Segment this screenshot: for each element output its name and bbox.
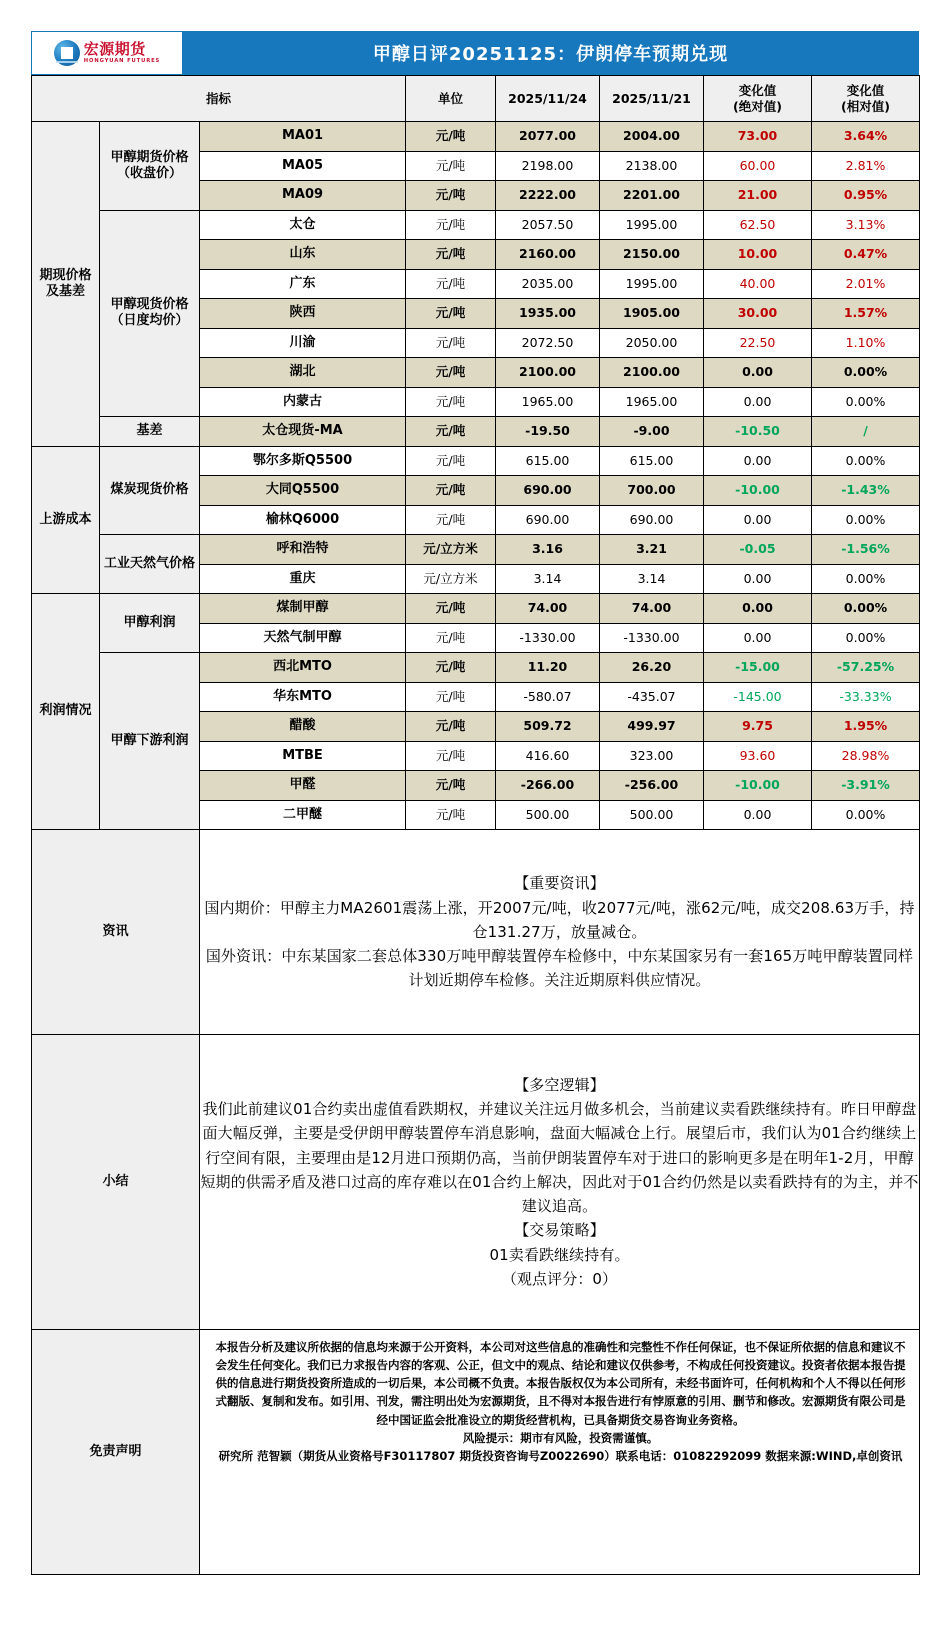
row-change-absolute: 0.00 — [704, 505, 812, 535]
row-change-absolute: -10.00 — [704, 771, 812, 801]
row-change-absolute: 62.50 — [704, 210, 812, 240]
logo-name-en: HONGYUAN FUTURES — [83, 57, 161, 64]
row-change-absolute: 40.00 — [704, 269, 812, 299]
row-value-previous: -435.07 — [600, 682, 704, 712]
row-change-relative: 0.00% — [812, 505, 920, 535]
row-value-previous: 2050.00 — [600, 328, 704, 358]
table-row — [32, 417, 920, 447]
row-change-relative: 1.10% — [812, 328, 920, 358]
row-unit: 元/吨 — [406, 358, 496, 388]
row-change-absolute: -145.00 — [704, 682, 812, 712]
row-indicator-name: 广东 — [200, 269, 406, 299]
row-change-absolute: 9.75 — [704, 712, 812, 742]
row-change-relative: 2.01% — [812, 269, 920, 299]
row-indicator-name: 煤制甲醇 — [200, 594, 406, 624]
row-change-absolute: 0.00 — [704, 800, 812, 830]
row-unit: 元/吨 — [406, 210, 496, 240]
row-value-current: 690.00 — [496, 505, 600, 535]
row-change-absolute: 0.00 — [704, 594, 812, 624]
table-row — [32, 653, 920, 683]
row-unit: 元/吨 — [406, 328, 496, 358]
row-indicator-name: MTBE — [200, 741, 406, 771]
row-value-current: 509.72 — [496, 712, 600, 742]
subgroup-label: 工业天然气价格 — [100, 535, 200, 594]
row-indicator-name: 鄂尔多斯Q5500 — [200, 446, 406, 476]
row-indicator-name: 醋酸 — [200, 712, 406, 742]
row-value-previous: 499.97 — [600, 712, 704, 742]
row-unit: 元/吨 — [406, 417, 496, 447]
table-header-row — [32, 76, 920, 122]
row-unit: 元/吨 — [406, 299, 496, 329]
row-value-previous: 615.00 — [600, 446, 704, 476]
row-value-previous: 700.00 — [600, 476, 704, 506]
row-value-current: -580.07 — [496, 682, 600, 712]
row-value-current: 2077.00 — [496, 122, 600, 152]
row-value-previous: 2150.00 — [600, 240, 704, 270]
row-value-current: 2057.50 — [496, 210, 600, 240]
row-change-relative: 0.00% — [812, 594, 920, 624]
row-indicator-name: 山东 — [200, 240, 406, 270]
row-change-relative: 3.13% — [812, 210, 920, 240]
group-label: 利润情况 — [32, 594, 100, 830]
row-indicator-name: 榆林Q6000 — [200, 505, 406, 535]
row-value-previous: 26.20 — [600, 653, 704, 683]
row-value-previous: 1965.00 — [600, 387, 704, 417]
row-change-relative: 1.95% — [812, 712, 920, 742]
row-unit: 元/吨 — [406, 181, 496, 211]
col-date-current: 2025/11/24 — [496, 76, 600, 122]
row-change-relative: -1.56% — [812, 535, 920, 565]
summary-row — [32, 1035, 920, 1330]
row-change-relative: 0.47% — [812, 240, 920, 270]
col-change-absolute: 变化值 (绝对值) — [704, 76, 812, 122]
row-change-absolute: 22.50 — [704, 328, 812, 358]
row-change-absolute: -10.50 — [704, 417, 812, 447]
row-value-previous: 3.14 — [600, 564, 704, 594]
news-label: 资讯 — [32, 830, 200, 1035]
row-indicator-name: 内蒙古 — [200, 387, 406, 417]
row-value-current: 2035.00 — [496, 269, 600, 299]
row-change-relative: -1.43% — [812, 476, 920, 506]
row-value-current: 690.00 — [496, 476, 600, 506]
row-value-current: 2072.50 — [496, 328, 600, 358]
row-indicator-name: 太仓现货-MA — [200, 417, 406, 447]
report-titlebar — [31, 31, 919, 75]
table-row — [32, 210, 920, 240]
summary-label: 小结 — [32, 1035, 200, 1330]
row-change-absolute: 21.00 — [704, 181, 812, 211]
table-row — [32, 446, 920, 476]
row-unit: 元/吨 — [406, 269, 496, 299]
row-change-absolute: 0.00 — [704, 623, 812, 653]
row-value-previous: -1330.00 — [600, 623, 704, 653]
row-value-previous: 3.21 — [600, 535, 704, 565]
table-row — [32, 122, 920, 152]
group-label: 期现价格 及基差 — [32, 122, 100, 447]
row-indicator-name: 西北MTO — [200, 653, 406, 683]
row-indicator-name: 湖北 — [200, 358, 406, 388]
row-value-current: 615.00 — [496, 446, 600, 476]
row-value-previous: 323.00 — [600, 741, 704, 771]
subgroup-label: 甲醇利润 — [100, 594, 200, 653]
page-title: 甲醇日评20251125：伊朗停车预期兑现 — [372, 44, 729, 65]
row-value-current: 11.20 — [496, 653, 600, 683]
row-indicator-name: MA01 — [200, 122, 406, 152]
col-indicator: 指标 — [32, 76, 406, 122]
subgroup-label: 煤炭现货价格 — [100, 446, 200, 535]
row-value-previous: 2004.00 — [600, 122, 704, 152]
row-value-current: 1935.00 — [496, 299, 600, 329]
row-change-absolute: 0.00 — [704, 358, 812, 388]
row-value-current: 2198.00 — [496, 151, 600, 181]
row-change-absolute: 0.00 — [704, 564, 812, 594]
row-change-relative: 0.00% — [812, 387, 920, 417]
row-change-relative: 0.00% — [812, 800, 920, 830]
row-indicator-name: 大同Q5500 — [200, 476, 406, 506]
row-value-current: 2100.00 — [496, 358, 600, 388]
row-value-current: -1330.00 — [496, 623, 600, 653]
row-value-current: 416.60 — [496, 741, 600, 771]
row-change-relative: 3.64% — [812, 122, 920, 152]
row-change-relative: 2.81% — [812, 151, 920, 181]
row-value-previous: 690.00 — [600, 505, 704, 535]
row-change-absolute: 73.00 — [704, 122, 812, 152]
row-unit: 元/立方米 — [406, 535, 496, 565]
col-change-relative: 变化值 (相对值) — [812, 76, 920, 122]
row-value-current: 1965.00 — [496, 387, 600, 417]
row-unit: 元/吨 — [406, 800, 496, 830]
group-label: 上游成本 — [32, 446, 100, 594]
news-body: 【重要资讯】 国内期价：甲醇主力MA2601震荡上涨，开2007元/吨，收2077元/吨，涨62元/吨，成交208.63万手，持仓131.27万，放量减仓。 国外资讯：中东某国家二套总体330万吨甲醇装置停车检修中，中东某国家另有一套165万吨甲醇装置同样计划近期停车检修。关注近期原料供应情况。 — [200, 830, 920, 1035]
row-change-relative: 0.00% — [812, 358, 920, 388]
news-row — [32, 830, 920, 1035]
logo-name-cn: 宏源期货 — [83, 39, 146, 58]
report-sheet — [31, 31, 919, 1575]
row-indicator-name: 川渝 — [200, 328, 406, 358]
row-value-previous: 2201.00 — [600, 181, 704, 211]
row-value-current: 500.00 — [496, 800, 600, 830]
row-indicator-name: 甲醛 — [200, 771, 406, 801]
row-indicator-name: 重庆 — [200, 564, 406, 594]
row-change-absolute: 0.00 — [704, 446, 812, 476]
row-change-relative: / — [812, 417, 920, 447]
row-unit: 元/立方米 — [406, 564, 496, 594]
row-indicator-name: 太仓 — [200, 210, 406, 240]
row-change-relative: 28.98% — [812, 741, 920, 771]
row-change-absolute: -10.00 — [704, 476, 812, 506]
row-change-absolute: 93.60 — [704, 741, 812, 771]
row-unit: 元/吨 — [406, 712, 496, 742]
disclaimer-label: 免责声明 — [32, 1330, 200, 1575]
row-indicator-name: 华东MTO — [200, 682, 406, 712]
summary-body: 【多空逻辑】 我们此前建议01合约卖出虚值看跌期权，并建议关注远月做多机会，当前建议卖看跌继续持有。昨日甲醇盘面大幅反弹，主要是受伊朗甲醇装置停车消息影响，盘面大幅减仓上行。展望后市，我们认为01合约继续上行空间有限，主要理由是12月进口预期仍高，当前伊朗装置停车对于进口的影响更多是在明年1-2月，甲醇短期的供需矛盾及港口过高的库存难以在01合约上解决，因此对于01合约仍然是以卖看跌持有的为主，并不建议追高。 【交易策略】 01卖看跌继续持有。 （观点评分：0） — [200, 1035, 920, 1330]
row-value-current: 2160.00 — [496, 240, 600, 270]
row-indicator-name: MA05 — [200, 151, 406, 181]
row-indicator-name: 陕西 — [200, 299, 406, 329]
row-value-current: -19.50 — [496, 417, 600, 447]
subgroup-label: 基差 — [100, 417, 200, 447]
row-change-relative: -57.25% — [812, 653, 920, 683]
indicator-table — [31, 75, 920, 1575]
subgroup-label: 甲醇现货价格 （日度均价） — [100, 210, 200, 417]
row-indicator-name: 天然气制甲醇 — [200, 623, 406, 653]
row-unit: 元/吨 — [406, 594, 496, 624]
table-row — [32, 594, 920, 624]
row-unit: 元/吨 — [406, 682, 496, 712]
row-change-absolute: -0.05 — [704, 535, 812, 565]
row-change-relative: 0.00% — [812, 446, 920, 476]
row-indicator-name: 呼和浩特 — [200, 535, 406, 565]
row-change-relative: -3.91% — [812, 771, 920, 801]
row-value-previous: 1995.00 — [600, 269, 704, 299]
row-value-previous: -9.00 — [600, 417, 704, 447]
row-value-current: 2222.00 — [496, 181, 600, 211]
row-value-previous: 2138.00 — [600, 151, 704, 181]
logo-disc-icon — [54, 40, 80, 66]
row-value-current: 3.14 — [496, 564, 600, 594]
row-change-absolute: 10.00 — [704, 240, 812, 270]
row-value-previous: -256.00 — [600, 771, 704, 801]
row-change-relative: 0.00% — [812, 623, 920, 653]
row-unit: 元/吨 — [406, 476, 496, 506]
row-indicator-name: MA09 — [200, 181, 406, 211]
row-change-absolute: 60.00 — [704, 151, 812, 181]
row-value-current: 3.16 — [496, 535, 600, 565]
row-change-relative: 0.95% — [812, 181, 920, 211]
row-unit: 元/吨 — [406, 387, 496, 417]
row-unit: 元/吨 — [406, 151, 496, 181]
row-change-relative: 0.00% — [812, 564, 920, 594]
subgroup-label: 甲醇期货价格 （收盘价） — [100, 122, 200, 211]
row-value-previous: 1995.00 — [600, 210, 704, 240]
row-change-absolute: -15.00 — [704, 653, 812, 683]
row-value-previous: 2100.00 — [600, 358, 704, 388]
row-unit: 元/吨 — [406, 446, 496, 476]
row-unit: 元/吨 — [406, 653, 496, 683]
disclaimer-row — [32, 1330, 920, 1575]
row-change-relative: -33.33% — [812, 682, 920, 712]
row-change-absolute: 0.00 — [704, 387, 812, 417]
company-logo — [32, 32, 183, 74]
row-unit: 元/吨 — [406, 771, 496, 801]
row-value-previous: 500.00 — [600, 800, 704, 830]
row-unit: 元/吨 — [406, 122, 496, 152]
row-value-current: 74.00 — [496, 594, 600, 624]
col-date-previous: 2025/11/21 — [600, 76, 704, 122]
row-unit: 元/吨 — [406, 240, 496, 270]
row-value-previous: 1905.00 — [600, 299, 704, 329]
row-indicator-name: 二甲醚 — [200, 800, 406, 830]
row-unit: 元/吨 — [406, 505, 496, 535]
row-unit: 元/吨 — [406, 623, 496, 653]
row-unit: 元/吨 — [406, 741, 496, 771]
subgroup-label: 甲醇下游利润 — [100, 653, 200, 830]
disclaimer-body: 本报告分析及建议所依据的信息均来源于公开资料，本公司对这些信息的准确性和完整性不作任何保证，也不保证所依据的信息和建议不会发生任何变化。我们已力求报告内容的客观、公正，但文中的观点、结论和建议仅供参考，不构成任何投资建议。投资者依据本报告提供的信息进行期货投资所造成的一切后果，本公司概不负责。本报告版权仅为本公司所有，未经书面许可，任何机构和个人不得以任何形式翻版、复制和发布。如引用、刊发，需注明出处为宏源期货，且不得对本报告进行有悖原意的引用、删节和修改。宏源期货有限公司是经中国证监会批准设立的期货经营机构，已具备期货交易咨询业务资格。 风险提示：期市有风险，投资需谨慎。 研究所 范智颖（期货从业资格号F30117807 期货投资咨询号Z0022690）联系电话：01082292099 数据来源:WIND,卓创资讯 — [200, 1330, 920, 1575]
row-value-previous: 74.00 — [600, 594, 704, 624]
row-change-relative: 1.57% — [812, 299, 920, 329]
row-value-current: -266.00 — [496, 771, 600, 801]
table-row — [32, 535, 920, 565]
row-change-absolute: 30.00 — [704, 299, 812, 329]
col-unit: 单位 — [406, 76, 496, 122]
